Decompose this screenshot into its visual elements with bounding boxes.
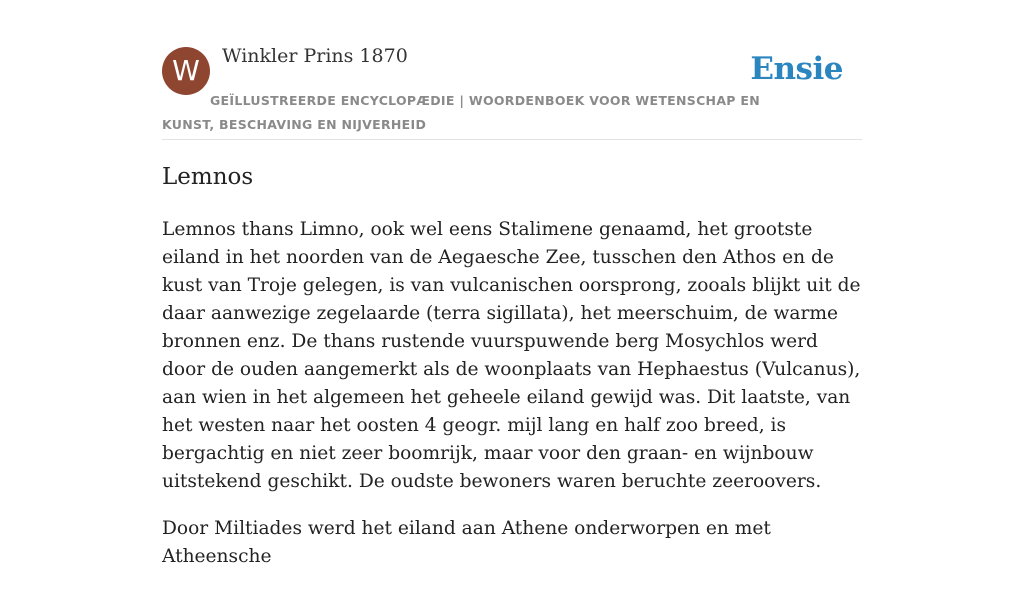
article-body bbox=[162, 216, 864, 590]
source-title[interactable]: Winkler Prins 1870 bbox=[222, 45, 408, 67]
source-subtitle: GEÏLLUSTREERDE ENCYCLOPÆDIE | WOORDENBOEK VOOR WETENSCHAP EN KUNST, BESCHAVING EN NIJVERHEID bbox=[162, 93, 760, 132]
article-paragraph: Lemnos thans Limno, ook wel eens Stalimene genaamd, het grootste eiland in het noorden van de Aegaesche Zee, tusschen den Athos en de kust van Troje gelegen, is van vulcanischen oorsprong, zooals blijkt uit de daar aanwezige zegelaarde (terra sigillata), het meerschuim, de warme bronnen enz. De thans rustende vuurspuwende berg Mosychlos werd door de ouden aangemerkt als de woonplaats van Hephaestus (Vulcanus), aan wien in het algemeen het geheele eiland gewijd was. Dit laatste, van het westen naar het oosten 4 geogr. mijl lang en half zoo breed, is bergachtig en niet zeer boomrijk, maar voor den graan- en wijnbouw uitstekend geschikt. De oudste bewoners waren beruchte zeeroovers. bbox=[162, 219, 861, 492]
ensie-logo-link[interactable]: Ensie bbox=[750, 51, 843, 87]
article-paragraph: Door Miltiades werd het eiland aan Athene onderworpen en met Atheensche bbox=[162, 518, 771, 567]
entry-title: Lemnos bbox=[162, 164, 254, 190]
source-avatar[interactable]: W bbox=[162, 47, 210, 95]
header-divider bbox=[162, 139, 862, 140]
